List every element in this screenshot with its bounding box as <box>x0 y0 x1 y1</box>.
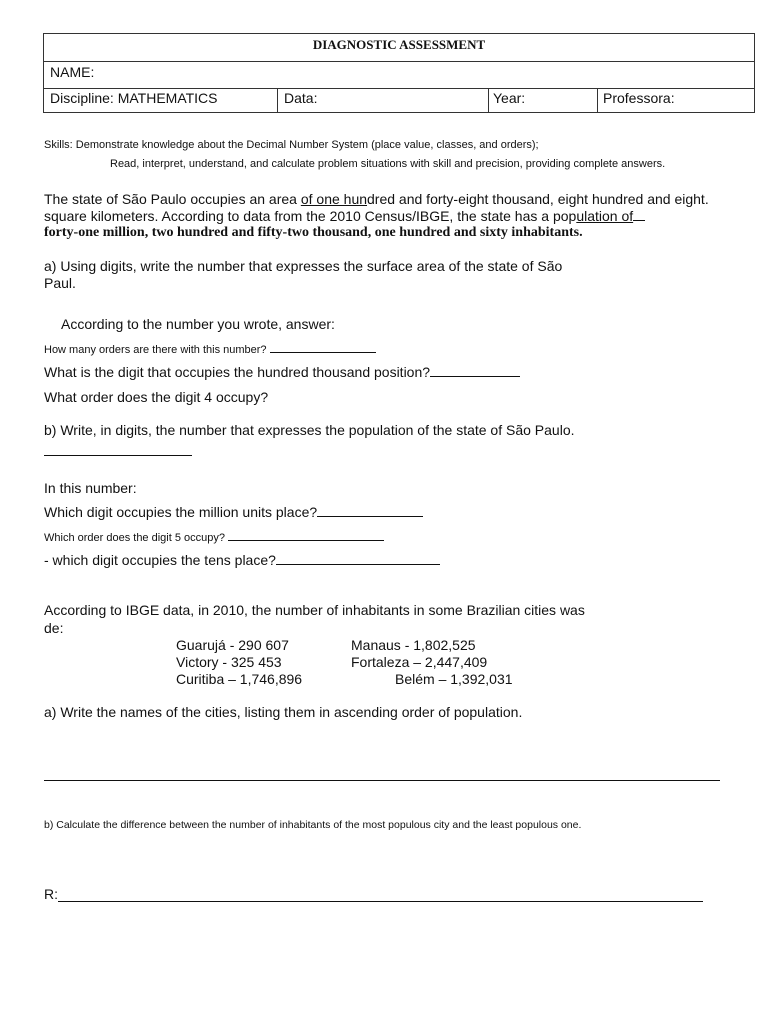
city-entry: Victory - 325 453 <box>176 654 282 670</box>
city-entry: Manaus - 1,802,525 <box>351 637 476 653</box>
discipline-label: Discipline: MATHEMATICS <box>50 90 218 106</box>
passage-text: The state of São Paulo occupies an area <box>44 191 301 207</box>
passage-text: square kilometers. According to data from the 2010 Census/IBGE, the state has a pop <box>44 208 577 224</box>
tens-question <box>44 552 440 568</box>
city-entry: Curitiba – 1,746,896 <box>176 671 303 687</box>
question-a-line-2: Paul. <box>44 275 76 291</box>
answer-blank[interactable] <box>633 208 645 221</box>
table-divider <box>277 88 278 113</box>
answer-blank[interactable] <box>270 340 376 353</box>
digit5-question <box>44 528 384 544</box>
question-b-line: b) Write, in digits, the number that expresses the population of the state of São Paulo. <box>44 422 575 438</box>
passage-text: dred and forty-eight thousand, eight hundred and eight. <box>367 191 709 207</box>
digit4-question: What order does the digit 4 occupy? <box>44 389 269 405</box>
skills-line-1: Skills: Demonstrate knowledge about the Decimal Number System (place value, classes, and orders); <box>44 139 539 151</box>
question-text: Which digit occupies the million units place? <box>44 504 318 520</box>
skills-line-2: Read, interpret, understand, and calculate problem situations with skill and precision, providing complete answers. <box>110 158 666 170</box>
answer-blank[interactable] <box>228 528 384 541</box>
assessment-title: DIAGNOSTIC ASSESSMENT <box>312 37 486 52</box>
in-this-number-label: In this number: <box>44 480 137 496</box>
city-entry: Belém – 1,392,031 <box>395 671 513 687</box>
answer-line[interactable] <box>58 901 703 902</box>
passage-line-1 <box>44 191 709 207</box>
city-entry: Guarujá - 290 607 <box>176 637 289 653</box>
professora-field-label[interactable]: Professora: <box>603 90 675 106</box>
table-divider <box>488 88 489 113</box>
question-text: How many orders are there with this number? <box>44 344 267 356</box>
table-divider <box>597 88 598 113</box>
question-text: What is the digit that occupies the hundred thousand position? <box>44 364 431 380</box>
according-instruction: According to the number you wrote, answer: <box>61 316 335 332</box>
orders-question <box>44 340 376 356</box>
answer-blank[interactable] <box>317 504 423 517</box>
table-divider <box>44 61 754 62</box>
passage-line-2 <box>44 208 645 224</box>
answer-r-label: R: <box>44 886 58 902</box>
question-text: - which digit occupies the tens place? <box>44 552 276 568</box>
ibge-intro-line-1: According to IBGE data, in 2010, the number of inhabitants in some Brazilian cities was <box>44 602 585 618</box>
city-entry: Fortaleza – 2,447,409 <box>351 654 488 670</box>
ibge-intro-line-2: de: <box>44 620 64 636</box>
header-table <box>43 33 755 113</box>
answer-line[interactable] <box>44 780 720 781</box>
answer-line[interactable] <box>44 455 192 456</box>
question-2a: a) Write the names of the cities, listing them in ascending order of population. <box>44 704 523 720</box>
passage-line-3: forty-one million, two hundred and fifty-two thousand, one hundred and sixty inhabitants. <box>44 225 583 240</box>
question-2b: b) Calculate the difference between the number of inhabitants of the most populous city and the least populous one. <box>44 819 582 831</box>
data-field-label[interactable]: Data: <box>284 90 318 106</box>
table-divider <box>44 88 754 89</box>
passage-underlined-text: of one hun <box>300 191 368 207</box>
answer-blank[interactable] <box>430 364 520 377</box>
answer-blank[interactable] <box>276 552 440 565</box>
million-question <box>44 504 423 520</box>
year-field-label[interactable]: Year: <box>493 90 526 106</box>
passage-underlined-text: ulation of <box>576 208 634 224</box>
question-a-line-1: a) Using digits, write the number that expresses the surface area of the state of São <box>44 258 563 274</box>
name-field-label[interactable]: NAME: <box>50 64 95 80</box>
hundred-thousand-question <box>44 364 520 380</box>
question-text: Which order does the digit 5 occupy? <box>44 532 225 544</box>
